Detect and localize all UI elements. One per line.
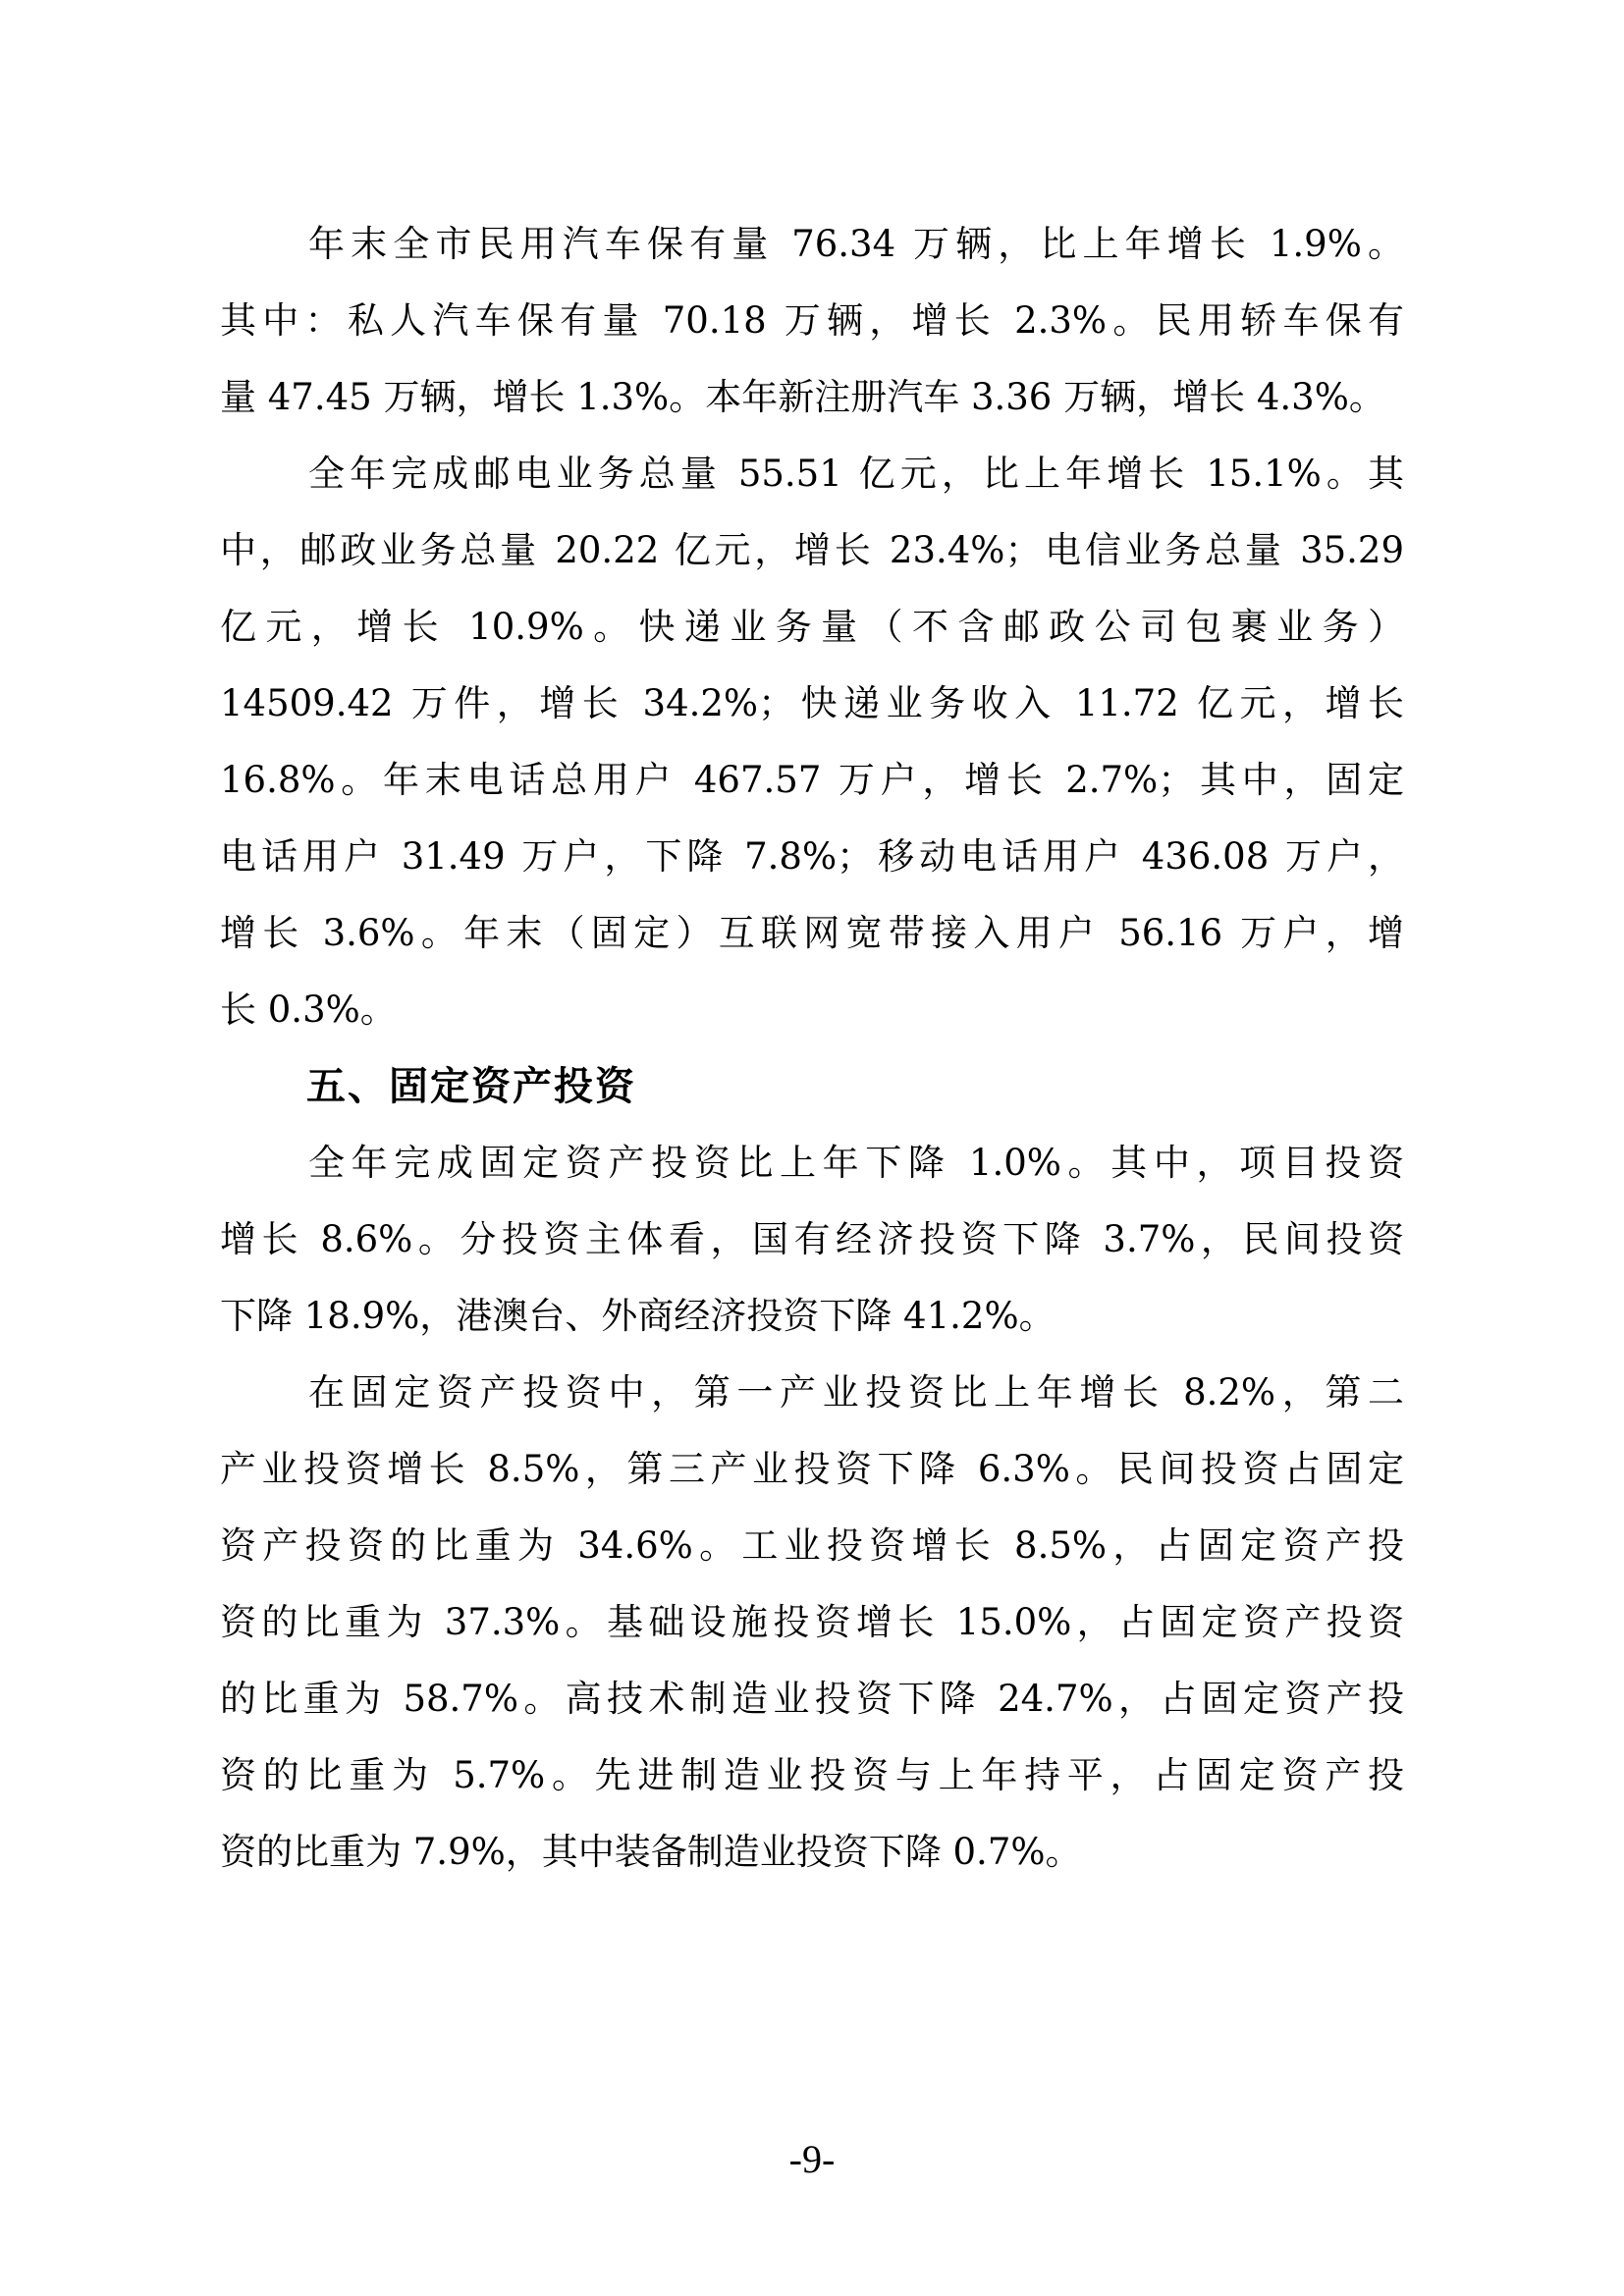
text-line: 其中：私人汽车保有量 70.18 万辆，增长 2.3%。民用轿车保有	[220, 299, 1404, 342]
text-line: 中，邮政业务总量 20.22 亿元，增长 23.4%；电信业务总量 35.29	[220, 529, 1404, 571]
text-line: 电话用户 31.49 万户，下降 7.8%；移动电话用户 436.08 万户，	[220, 835, 1404, 878]
paragraph-post-telecom	[220, 436, 1404, 1048]
text-line: 资的比重为 5.7%。先进制造业投资与上年持平，占固定资产投	[220, 1754, 1404, 1796]
text-line: 下降 18.9%，港澳台、外商经济投资下降 41.2%。	[220, 1295, 1056, 1337]
text-line: 全年完成邮电业务总量 55.51 亿元，比上年增长 15.1%。其	[308, 453, 1404, 495]
text-line: 量 47.45 万辆，增长 1.3%。本年新注册汽车 3.36 万辆，增长 4.3%。	[220, 376, 1385, 418]
text-line: 亿元，增长 10.9%。快递业务量（不含邮政公司包裹业务）	[220, 606, 1404, 648]
text-line: 14509.42 万件，增长 34.2%；快递业务收入 11.72 亿元，增长	[220, 682, 1404, 724]
text-line: 增长 3.6%。年末（固定）互联网宽带接入用户 56.16 万户，增	[220, 912, 1404, 954]
text-line: 长 0.3%。	[220, 988, 397, 1031]
text-line: 年末全市民用汽车保有量 76.34 万辆，比上年增长 1.9%。	[308, 223, 1404, 265]
text-line: 在固定资产投资中，第一产业投资比上年增长 8.2%，第二	[308, 1371, 1404, 1414]
text-line: 全年完成固定资产投资比上年下降 1.0%。其中，项目投资	[308, 1142, 1404, 1184]
text-line: 的比重为 58.7%。高技术制造业投资下降 24.7%，占固定资产投	[220, 1678, 1404, 1720]
paragraph-vehicles	[220, 206, 1404, 436]
text-line: 资的比重为 37.3%。基础设施投资增长 15.0%，占固定资产投资	[220, 1601, 1404, 1643]
section-heading: 五、固定资产投资	[306, 1064, 636, 1109]
paragraph-fixed-asset-overview	[220, 1125, 1404, 1355]
text-line: 增长 8.6%。分投资主体看，国有经济投资下降 3.7%，民间投资	[220, 1218, 1404, 1260]
text-line: 资的比重为 7.9%，其中装备制造业投资下降 0.7%。	[220, 1831, 1082, 1873]
text-line: 16.8%。年末电话总用户 467.57 万户，增长 2.7%；其中，固定	[220, 759, 1404, 801]
page-body	[220, 206, 1404, 1891]
text-line: 产业投资增长 8.5%，第三产业投资下降 6.3%。民间投资占固定	[220, 1448, 1404, 1490]
paragraph-fixed-asset-structure	[220, 1355, 1404, 1891]
page-number: -9-	[788, 2137, 836, 2181]
text-line: 资产投资的比重为 34.6%。工业投资增长 8.5%，占固定资产投	[220, 1524, 1404, 1567]
